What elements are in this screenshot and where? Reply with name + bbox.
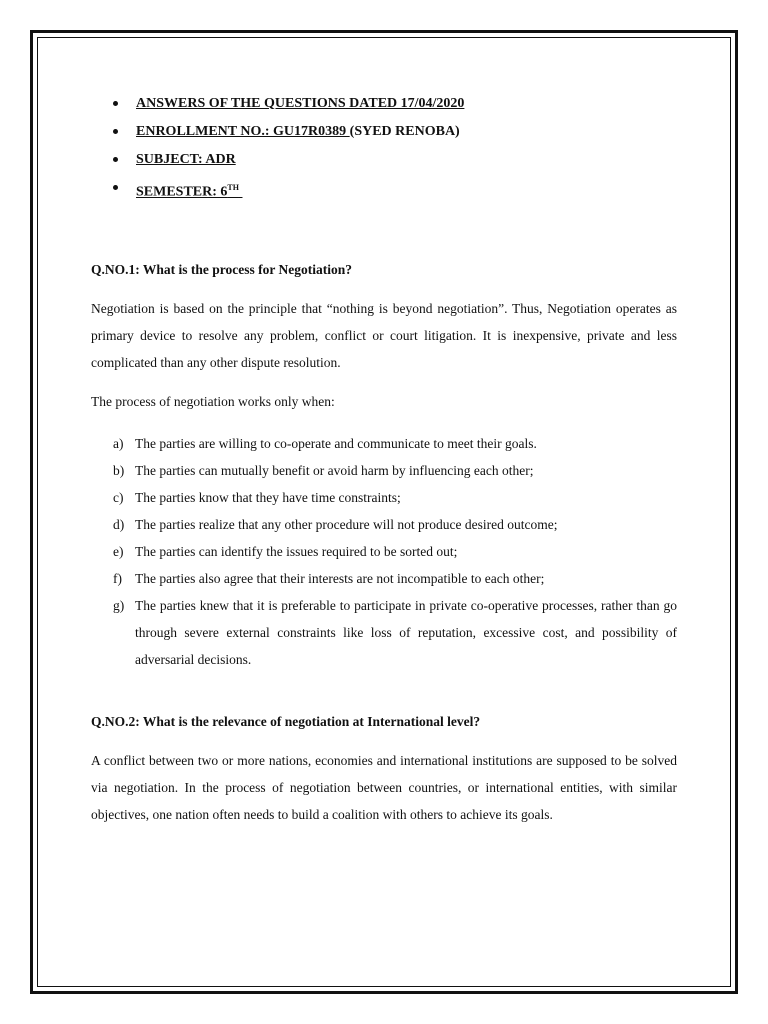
semester-superscript: TH bbox=[227, 183, 239, 192]
list-item-text: The parties can mutually benefit or avoid harm by influencing each other; bbox=[135, 463, 534, 478]
list-item bbox=[113, 511, 677, 538]
list-marker: a) bbox=[113, 436, 124, 451]
q1-title: Q.NO.1: What is the process for Negotiation? bbox=[91, 262, 352, 277]
list-item-text: The parties can identify the issues required to be sorted out; bbox=[135, 544, 458, 559]
list-item bbox=[113, 430, 677, 457]
list-item bbox=[113, 484, 677, 511]
enrollment-number: ENROLLMENT NO.: GU17R0389 bbox=[136, 124, 350, 139]
bullet-icon bbox=[113, 157, 118, 162]
list-marker: f) bbox=[113, 571, 122, 586]
header-enrollment-text bbox=[136, 122, 460, 142]
q1-paragraph-2: The process of negotiation works only when: bbox=[91, 394, 335, 409]
list-item-text: The parties also agree that their interests are not incompatible to each other; bbox=[135, 571, 545, 586]
list-marker: g) bbox=[113, 598, 125, 613]
header-answers-text: ANSWERS OF THE QUESTIONS DATED 17/04/2020 bbox=[136, 96, 465, 111]
list-item bbox=[113, 592, 677, 673]
list-item-text: The parties know that they have time constraints; bbox=[135, 490, 401, 505]
list-item bbox=[113, 538, 677, 565]
bullet-icon bbox=[113, 101, 118, 106]
list-item-text: The parties knew that it is preferable to participate in private co-operative processes, rather than go through severe external constraints like loss of reputation, excessive cost, and possibility of adversarial decisions. bbox=[135, 598, 677, 667]
q2-title: Q.NO.2: What is the relevance of negotiation at International level? bbox=[91, 714, 481, 729]
q2-paragraph-1: A conflict between two or more nations, economies and international institutions are supposed to be solved via negotiation. In the process of negotiation between countries, or international entities, with similar objectives, one nation often needs to build a coalition with others to achieve its goals. bbox=[91, 753, 677, 822]
list-item-text: The parties realize that any other procedure will not produce desired outcome; bbox=[135, 517, 558, 532]
q1-conditions-list bbox=[113, 430, 677, 673]
list-marker: c) bbox=[113, 490, 124, 505]
header-semester-text bbox=[136, 178, 242, 203]
header-subject-text: SUBJECT: ADR bbox=[136, 152, 236, 167]
enrollment-name: (SYED RENOBA) bbox=[349, 124, 460, 139]
bullet-icon bbox=[113, 185, 118, 190]
list-item-text: The parties are willing to co-operate and communicate to meet their goals. bbox=[135, 436, 537, 451]
list-marker: d) bbox=[113, 517, 125, 532]
bullet-icon bbox=[113, 129, 118, 134]
semester-prefix: SEMESTER: 6 bbox=[136, 184, 228, 200]
list-item bbox=[113, 565, 677, 592]
list-marker: e) bbox=[113, 544, 124, 559]
list-item bbox=[113, 457, 677, 484]
q1-paragraph-1: Negotiation is based on the principle that “nothing is beyond negotiation”. Thus, Negotiation operates as primary device to resolve any problem, conflict or court litigation. It is inexpensive, private and less complicated than any other dispute resolution. bbox=[91, 301, 677, 370]
list-marker: b) bbox=[113, 463, 125, 478]
